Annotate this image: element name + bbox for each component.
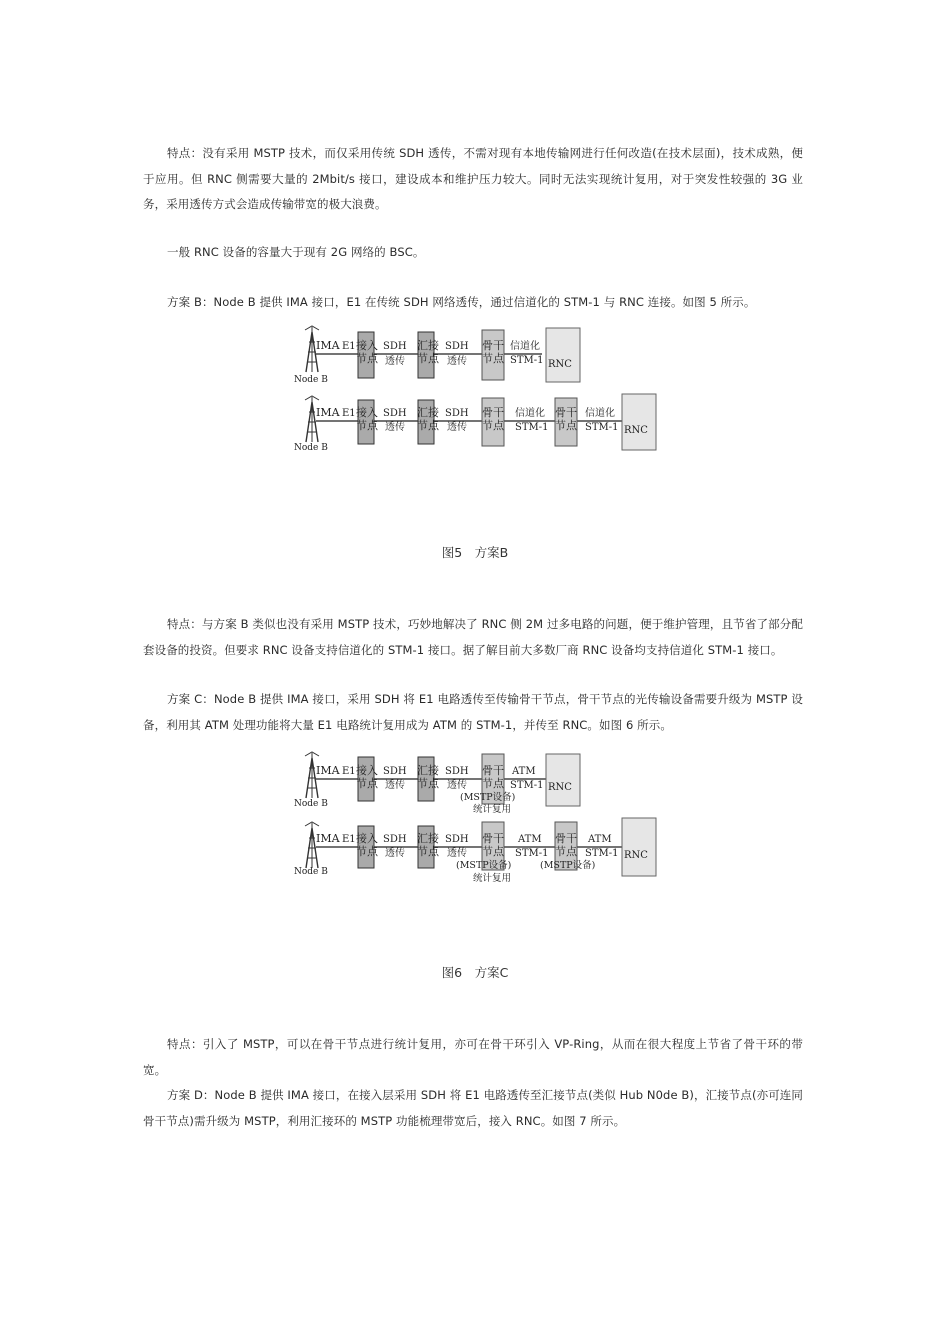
hub-node-label-1: 汇接 (417, 764, 439, 777)
atm-label: ATM (588, 834, 612, 845)
rnc-label: RNC (624, 425, 648, 436)
paragraph-features-a: 特点：没有采用 MSTP 技术，而仅采用传统 SDH 透传，不需对现有本地传输网进行任何改造(在技术层面)，技术成熟，便于应用。但 RNC 侧需要大量的 2Mbit/s 接口，建设成本和维护压力较大。同时无法实现统计复用，对于突发性较强的 3G 业务，采用透传方式会造成传输带宽的极大浪费。 (143, 146, 803, 211)
access-node-label-1: 接入 (356, 339, 378, 352)
access-node-label-2: 节点 (356, 352, 378, 365)
hub-node-label-2: 节点 (417, 777, 439, 790)
backbone-node-label-1: 骨干 (555, 406, 577, 419)
backbone-node-label-1: 骨干 (482, 339, 504, 352)
rnc-label: RNC (548, 359, 572, 370)
sdh-label: SDH (445, 408, 469, 419)
e1-label: E1 (342, 834, 356, 845)
sdh-label: SDH (445, 834, 469, 845)
backbone-node-label-2: 节点 (482, 777, 504, 790)
fig6-row-1 (294, 752, 580, 815)
fig6-row-2 (294, 818, 656, 884)
channelized-label: 信道化 (510, 341, 540, 352)
backbone-node-label-1: 骨干 (555, 832, 577, 845)
hub-node-label-1: 汇接 (417, 339, 439, 352)
rnc-label: RNC (624, 850, 648, 861)
backbone-node-label-2: 节点 (555, 419, 577, 432)
mstp-device-label: (MSTP设备) (456, 860, 512, 871)
atm-label: ATM (518, 834, 542, 845)
backbone-node-label-2: 节点 (482, 352, 504, 365)
node-b-label: Node B (294, 443, 328, 453)
access-node-label-2: 节点 (356, 419, 378, 432)
stm1-label: STM-1 (515, 848, 549, 859)
paragraph-scheme-c: 方案 C：Node B 提供 IMA 接口，采用 SDH 将 E1 电路透传至传输骨干节点，骨干节点的光传输设备需要升级为 MSTP 设备，利用其 ATM 处理功能将大量 E1 电路统计复用成为 ATM 的 STM-1，并传至 RNC。如图 6 所示。 (143, 692, 803, 732)
paragraph-scheme-d: 方案 D：Node B 提供 IMA 接口，在接入层采用 SDH 将 E1 电路透传至汇接节点(类似 Hub N0de B)，汇接节点(亦可连同骨干节点)需升级为 MSTP，利用汇接环的 MSTP 功能梳理带宽后，接入 RNC。如图 7 所示。 (143, 1088, 803, 1128)
stm1-label: STM-1 (510, 780, 544, 791)
paragraph-rnc-capacity: 一般 RNC 设备的容量大于现有 2G 网络的 BSC。 (167, 245, 425, 259)
transparent-label: 透传 (447, 848, 467, 859)
paragraph-features-b: 特点：与方案 B 类似也没有采用 MSTP 技术，巧妙地解决了 RNC 侧 2M 过多电路的问题，便于维护管理，且节省了部分配套设备的投资。但要求 RNC 设备支持信道化的 STM-1 接口。据了解目前大多数厂商 RNC 设备均支持信道化 STM-1 接口。 (143, 617, 803, 657)
transparent-label: 透传 (447, 422, 467, 433)
stm1-label: STM-1 (515, 422, 549, 433)
mstp-device-label: (MSTP设备) (540, 860, 596, 871)
access-node-label-1: 接入 (356, 406, 378, 419)
figure-5-caption: 图5 方案B (441, 545, 509, 560)
access-node-label-1: 接入 (356, 764, 378, 777)
backbone-node-label-1: 骨干 (482, 764, 504, 777)
figure-5-diagram (290, 322, 660, 454)
node-b-label: Node B (294, 375, 328, 385)
sdh-label: SDH (445, 341, 469, 352)
stat-mux-label: 统计复用 (473, 873, 512, 884)
ima-label: IMA (316, 406, 340, 419)
sdh-label: SDH (445, 766, 469, 777)
e1-label: E1 (342, 341, 356, 352)
transparent-label: 透传 (447, 356, 467, 367)
transparent-label: 透传 (447, 780, 467, 791)
stm1-label: STM-1 (510, 355, 544, 366)
backbone-node-label-1: 骨干 (482, 406, 504, 419)
rnc-box (622, 818, 656, 876)
rnc-label: RNC (548, 782, 572, 793)
node-b-label: Node B (294, 799, 328, 809)
access-node-label-2: 节点 (356, 845, 378, 858)
hub-node-label-2: 节点 (417, 419, 439, 432)
access-node-label-2: 节点 (356, 777, 378, 790)
mstp-device-label: (MSTP设备) (460, 792, 516, 803)
atm-label: ATM (512, 766, 536, 777)
stm1-label: STM-1 (585, 848, 619, 859)
hub-node-label-2: 节点 (417, 845, 439, 858)
node-b-label: Node B (294, 867, 328, 877)
node-b-tower-icon (305, 822, 319, 868)
ima-label: IMA (316, 832, 340, 845)
channelized-label: 信道化 (515, 408, 545, 419)
hub-node-label-1: 汇接 (417, 832, 439, 845)
fig5-row-2 (294, 394, 656, 453)
sdh-label: SDH (383, 408, 407, 419)
transparent-label: 透传 (385, 780, 405, 791)
rnc-box (546, 754, 580, 806)
stat-mux-label: 统计复用 (473, 804, 512, 815)
backbone-node-label-1: 骨干 (482, 832, 504, 845)
hub-node-label-2: 节点 (417, 352, 439, 365)
e1-label: E1 (342, 766, 356, 777)
access-node-label-1: 接入 (356, 832, 378, 845)
figure-6-caption: 图6 方案C (441, 965, 509, 980)
rnc-box (622, 394, 656, 450)
sdh-label: SDH (383, 341, 407, 352)
figure-6-diagram (290, 748, 660, 888)
ima-label: IMA (316, 764, 340, 777)
backbone-node-label-2: 节点 (482, 845, 504, 858)
channelized-label: 信道化 (585, 408, 615, 419)
paragraph-scheme-b: 方案 B：Node B 提供 IMA 接口，E1 在传统 SDH 网络透传，通过信道化的 STM-1 与 RNC 连接。如图 5 所示。 (167, 295, 756, 309)
rnc-box (546, 328, 580, 382)
e1-label: E1 (342, 408, 356, 419)
stm1-label: STM-1 (585, 422, 619, 433)
transparent-label: 透传 (385, 848, 405, 859)
paragraph-features-c: 特点：引入了 MSTP，可以在骨干节点进行统计复用，亦可在骨干环引入 VP-Ring，从而在很大程度上节省了骨干环的带宽。 (143, 1037, 803, 1077)
hub-node-label-1: 汇接 (417, 406, 439, 419)
fig5-row-1 (294, 326, 580, 385)
sdh-label: SDH (383, 766, 407, 777)
transparent-label: 透传 (385, 422, 405, 433)
ima-label: IMA (316, 339, 340, 352)
node-b-tower-icon (305, 396, 319, 442)
backbone-node-label-2: 节点 (555, 845, 577, 858)
backbone-node-label-2: 节点 (482, 419, 504, 432)
transparent-label: 透传 (385, 356, 405, 367)
sdh-label: SDH (383, 834, 407, 845)
